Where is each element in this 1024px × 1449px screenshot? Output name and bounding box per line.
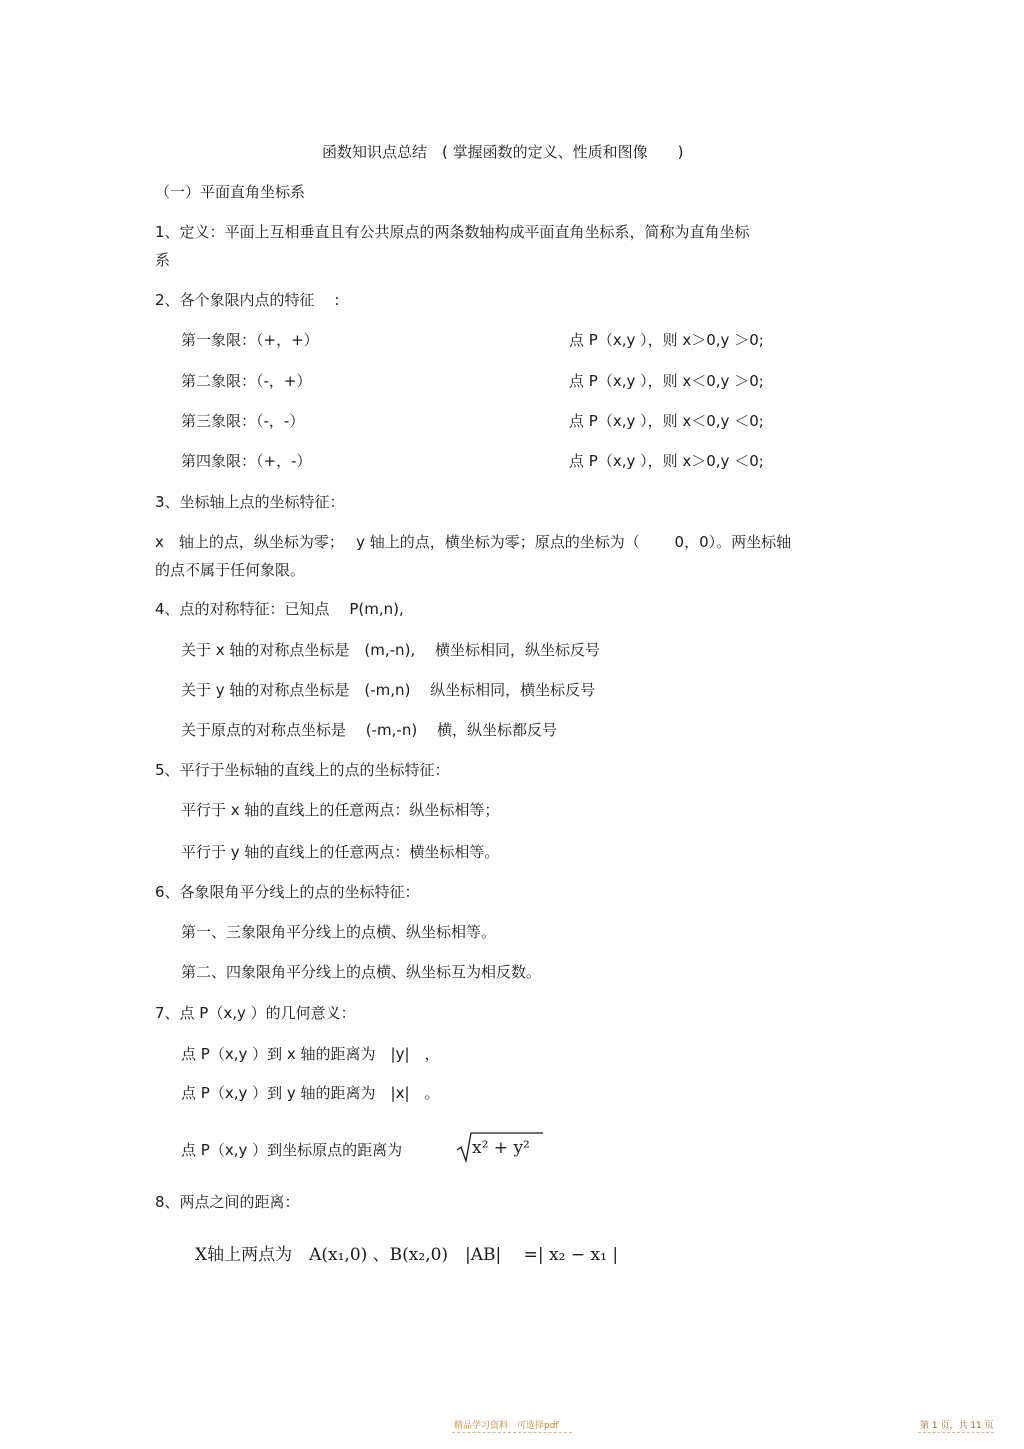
radicand: x² + y² [472, 1138, 530, 1158]
page-title: 函数知识点总结 ( 掌握函数的定义、性质和图像 ) [322, 143, 684, 161]
item-4-heading: 4、点的对称特征：已知点 P(m,n), [155, 600, 404, 618]
item-1-line-2: 系 [155, 251, 171, 269]
quadrant-condition: 点 P（x,y ），则 x＞0,y ＜0; [569, 452, 764, 470]
item-3-line-1: x 轴上的点，纵坐标为零； y 轴上的点，横坐标为零；原点的坐标为（ 0，0）。两坐标轴 [155, 533, 792, 551]
quadrant-name: 第一象限：（+，+） [181, 331, 319, 349]
quadrant-condition: 点 P（x,y ），则 x＜0,y ＞0; [569, 372, 764, 390]
symmetry-y: 关于 y 轴的对称点坐标是 (-m,n) 纵坐标相同，横坐标反号 [181, 681, 596, 699]
item-3-line-2: 的点不属于任何象限。 [155, 561, 306, 579]
bisector-2-4: 第二、四象限角平分线上的点横、纵坐标互为相反数。 [181, 963, 542, 981]
item-2-heading: 2、各个象限内点的特征 : [155, 291, 340, 309]
item-5-heading: 5、平行于坐标轴的直线上的点的坐标特征： [155, 761, 450, 779]
footer-right-divider [918, 1432, 994, 1433]
quadrant-row [181, 330, 781, 350]
parallel-y: 平行于 y 轴的直线上的任意两点：横坐标相等。 [181, 843, 500, 861]
distance-to-x-axis: 点 P（x,y ）到 x 轴的距离为 |y| ， [181, 1045, 440, 1063]
quadrant-condition: 点 P（x,y ），则 x＞0,y ＞0; [569, 331, 764, 349]
parallel-x: 平行于 x 轴的直线上的任意两点：纵坐标相等； [181, 801, 500, 819]
item-3-heading: 3、坐标轴上点的坐标特征： [155, 493, 345, 511]
distance-to-origin-label: 点 P（x,y ）到坐标原点的距离为 [181, 1141, 403, 1159]
axis-distance-formula: X轴上两点为 A(x₁,0) 、B(x₂,0) |AB| =| x₂ − x₁ | [195, 1245, 619, 1265]
item-7-heading: 7、点 P（x,y ）的几何意义： [155, 1004, 356, 1022]
quadrant-name: 第二象限：（-，+） [181, 372, 312, 390]
item-6-heading: 6、各象限角平分线上的点的坐标特征： [155, 883, 420, 901]
quadrant-name: 第三象限：（-，-） [181, 412, 305, 430]
page-number: 第 1 页，共 11 页 [920, 1421, 994, 1431]
quadrant-condition: 点 P（x,y ），则 x＜0,y ＜0; [569, 412, 764, 430]
bisector-1-3: 第一、三象限角平分线上的点横、纵坐标相等。 [181, 923, 497, 941]
quadrant-row [181, 371, 781, 391]
quadrant-name: 第四象限：（+，-） [181, 452, 312, 470]
quadrant-row [181, 411, 781, 431]
symmetry-origin: 关于原点的对称点坐标是 (-m,-n) 横，纵坐标都反号 [181, 721, 557, 739]
item-8-heading: 8、两点之间的距离： [155, 1193, 300, 1211]
section-heading: （一）平面直角坐标系 [155, 183, 306, 201]
distance-to-y-axis: 点 P（x,y ）到 y 轴的距离为 |x| 。 [181, 1084, 440, 1102]
item-1-line-1: 1、定义：平面上互相垂直且有公共原点的两条数轴构成平面直角坐标系，简称为直角坐标 [155, 223, 750, 241]
footer-left-text: 精品学习资料 可选择pdf [454, 1421, 559, 1431]
footer-left-divider [452, 1432, 572, 1433]
symmetry-x: 关于 x 轴的对称点坐标是 (m,-n), 横坐标相同，纵坐标反号 [181, 641, 600, 659]
quadrant-row [181, 451, 781, 471]
